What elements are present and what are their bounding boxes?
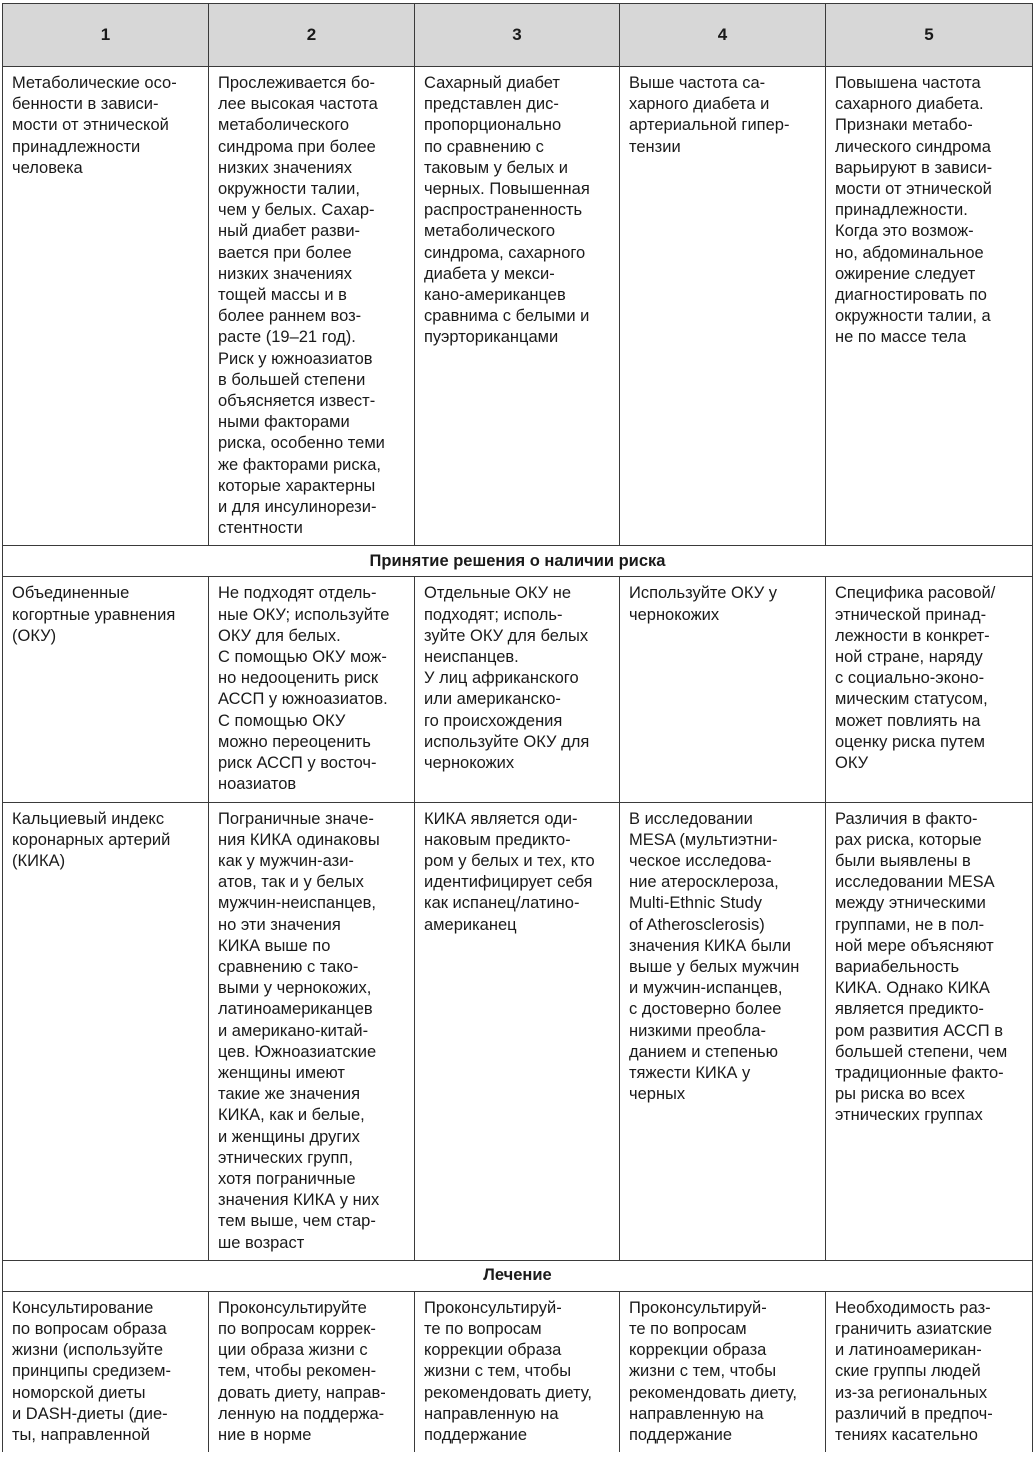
- table-cell: Объединенные когортные уравнения (ОКУ): [3, 577, 209, 802]
- column-header-2: 2: [209, 4, 415, 67]
- section-row-treatment: [3, 1260, 1033, 1291]
- section-heading: Принятие решения о наличии риска: [3, 546, 1033, 577]
- table-row-lifestyle: [3, 1291, 1033, 1452]
- table-cell: Необходимость раз- граничить азиатские и латиноамерикан- ские группы людей из-за региональных различий в предпоч- тениях касательно: [826, 1291, 1033, 1452]
- table-cell: Не подходят отдель- ные ОКУ; используйте ОКУ для белых. С помощью ОКУ мож- но недооценить риск АССП у южноазиатов. С помощью ОКУ можно переоценить риск АССП у восточ- ноазиатов: [209, 577, 415, 802]
- table-cell: Пограничные значе- ния КИКА одинаковы как у мужчин-ази- атов, так и у белых мужчин-неиспанцев, но эти значения КИКА выше по сравнению с тако- выми у чернокожих, латиноамериканцев и американо-китай- цев. Южноазиатские женщины имеют такие же значения КИКА, как и белые, и женщины других этнических групп, хотя пограничные значения КИКА у них тем выше, чем стар- ше возраст: [209, 802, 415, 1260]
- table-cell: Отдельные ОКУ не подходят; исполь- зуйте ОКУ для белых неиспанцев. У лиц африканского или американско- го происхождения используйте ОКУ для чернокожих: [415, 577, 620, 802]
- table-cell: Кальциевый индекс коронарных артерий (КИКА): [3, 802, 209, 1260]
- table-cell: В исследовании MESA (мультиэтни- ческое исследова- ние атеросклероза, Multi-Ethnic Study of Atherosclerosis) значения КИКА были выше у белых мужчин и мужчин-испанцев, с достоверно более низкими преобла- данием и степенью тяжести КИКА у черных: [620, 802, 826, 1260]
- table-cell: КИКА является оди- наковым предикто- ром у белых и тех, кто идентифицирует себя как испанец/латино- американец: [415, 802, 620, 1260]
- column-header-1: 1: [3, 4, 209, 67]
- column-header-3: 3: [415, 4, 620, 67]
- table-cell: Проконсультируйте по вопросам коррек- ции образа жизни с тем, чтобы рекомен- довать диету, направ- ленную на поддержа- ние в норме: [209, 1291, 415, 1452]
- column-header-5: 5: [826, 4, 1033, 67]
- table-cell: Метаболические осо- бенности в зависи- мости от этнической принадлежности человека: [3, 67, 209, 546]
- table-cell: Проконсультируй- те по вопросам коррекции образа жизни с тем, чтобы рекомендовать диету, направленную на поддержание: [415, 1291, 620, 1452]
- table-cell: Различия в факто- рах риска, которые были выявлены в исследовании MESA между этническими группами, не в пол- ной мере объясняют вариабельность КИКА. Однако КИКА является предикто- ром развития АССП в большей степени, чем традиционные факто- ры риска во всех этнических группах: [826, 802, 1033, 1260]
- table-cell: Используйте ОКУ у чернокожих: [620, 577, 826, 802]
- table-cell: Проконсультируй- те по вопросам коррекции образа жизни с тем, чтобы рекомендовать диету, направленную на поддержание: [620, 1291, 826, 1452]
- table-row-metabolic: [3, 67, 1033, 546]
- table-cell: Прослеживается бо- лее высокая частота метаболического синдрома при более низких значениях окружности талии, чем у белых. Сахар- ный диабет разви- вается при более низких значениях тощей массы и в более раннем воз- расте (19–21 год). Риск у южноазиатов в большей степени объясняется извест- ными факторами риска, особенно теми же факторами риска, которые характерны и для инсулинорези- стентности: [209, 67, 415, 546]
- table-cell: Сахарный диабет представлен дис- пропорционально по сравнению с таковым у белых и черных. Повышенная распространенность метаболического синдрома, сахарного диабета у мекси- кано-американцев сравнима с белыми и пуэрториканцами: [415, 67, 620, 546]
- section-heading: Лечение: [3, 1260, 1033, 1291]
- header-row: [3, 4, 1033, 67]
- table-cell: Выше частота са- харного диабета и артериальной гипер- тензии: [620, 67, 826, 546]
- table-cell: Специфика расовой/ этнической принад- лежности в конкрет- ной стране, наряду с социально-эконо- мическим статусом, может повлиять на оценку риска путем ОКУ: [826, 577, 1033, 802]
- table-cell: Повышена частота сахарного диабета. Признаки метабо- лического синдрома варьируют в зависи- мости от этнической принадлежности. Когда это возмож- но, абдоминальное ожирение следует диагностировать по окружности талии, а не по массе тела: [826, 67, 1033, 546]
- ethnicity-risk-table: [2, 3, 1033, 1452]
- table-row-cac: [3, 802, 1033, 1260]
- table-cell: Консультирование по вопросам образа жизни (используйте принципы средизем- номорской диеты и DASH-диеты (дие- ты, направленной: [3, 1291, 209, 1452]
- table-row-pooled-cohort: [3, 577, 1033, 802]
- column-header-4: 4: [620, 4, 826, 67]
- section-row-risk-decision: [3, 546, 1033, 577]
- document-page: [2, 3, 1032, 1452]
